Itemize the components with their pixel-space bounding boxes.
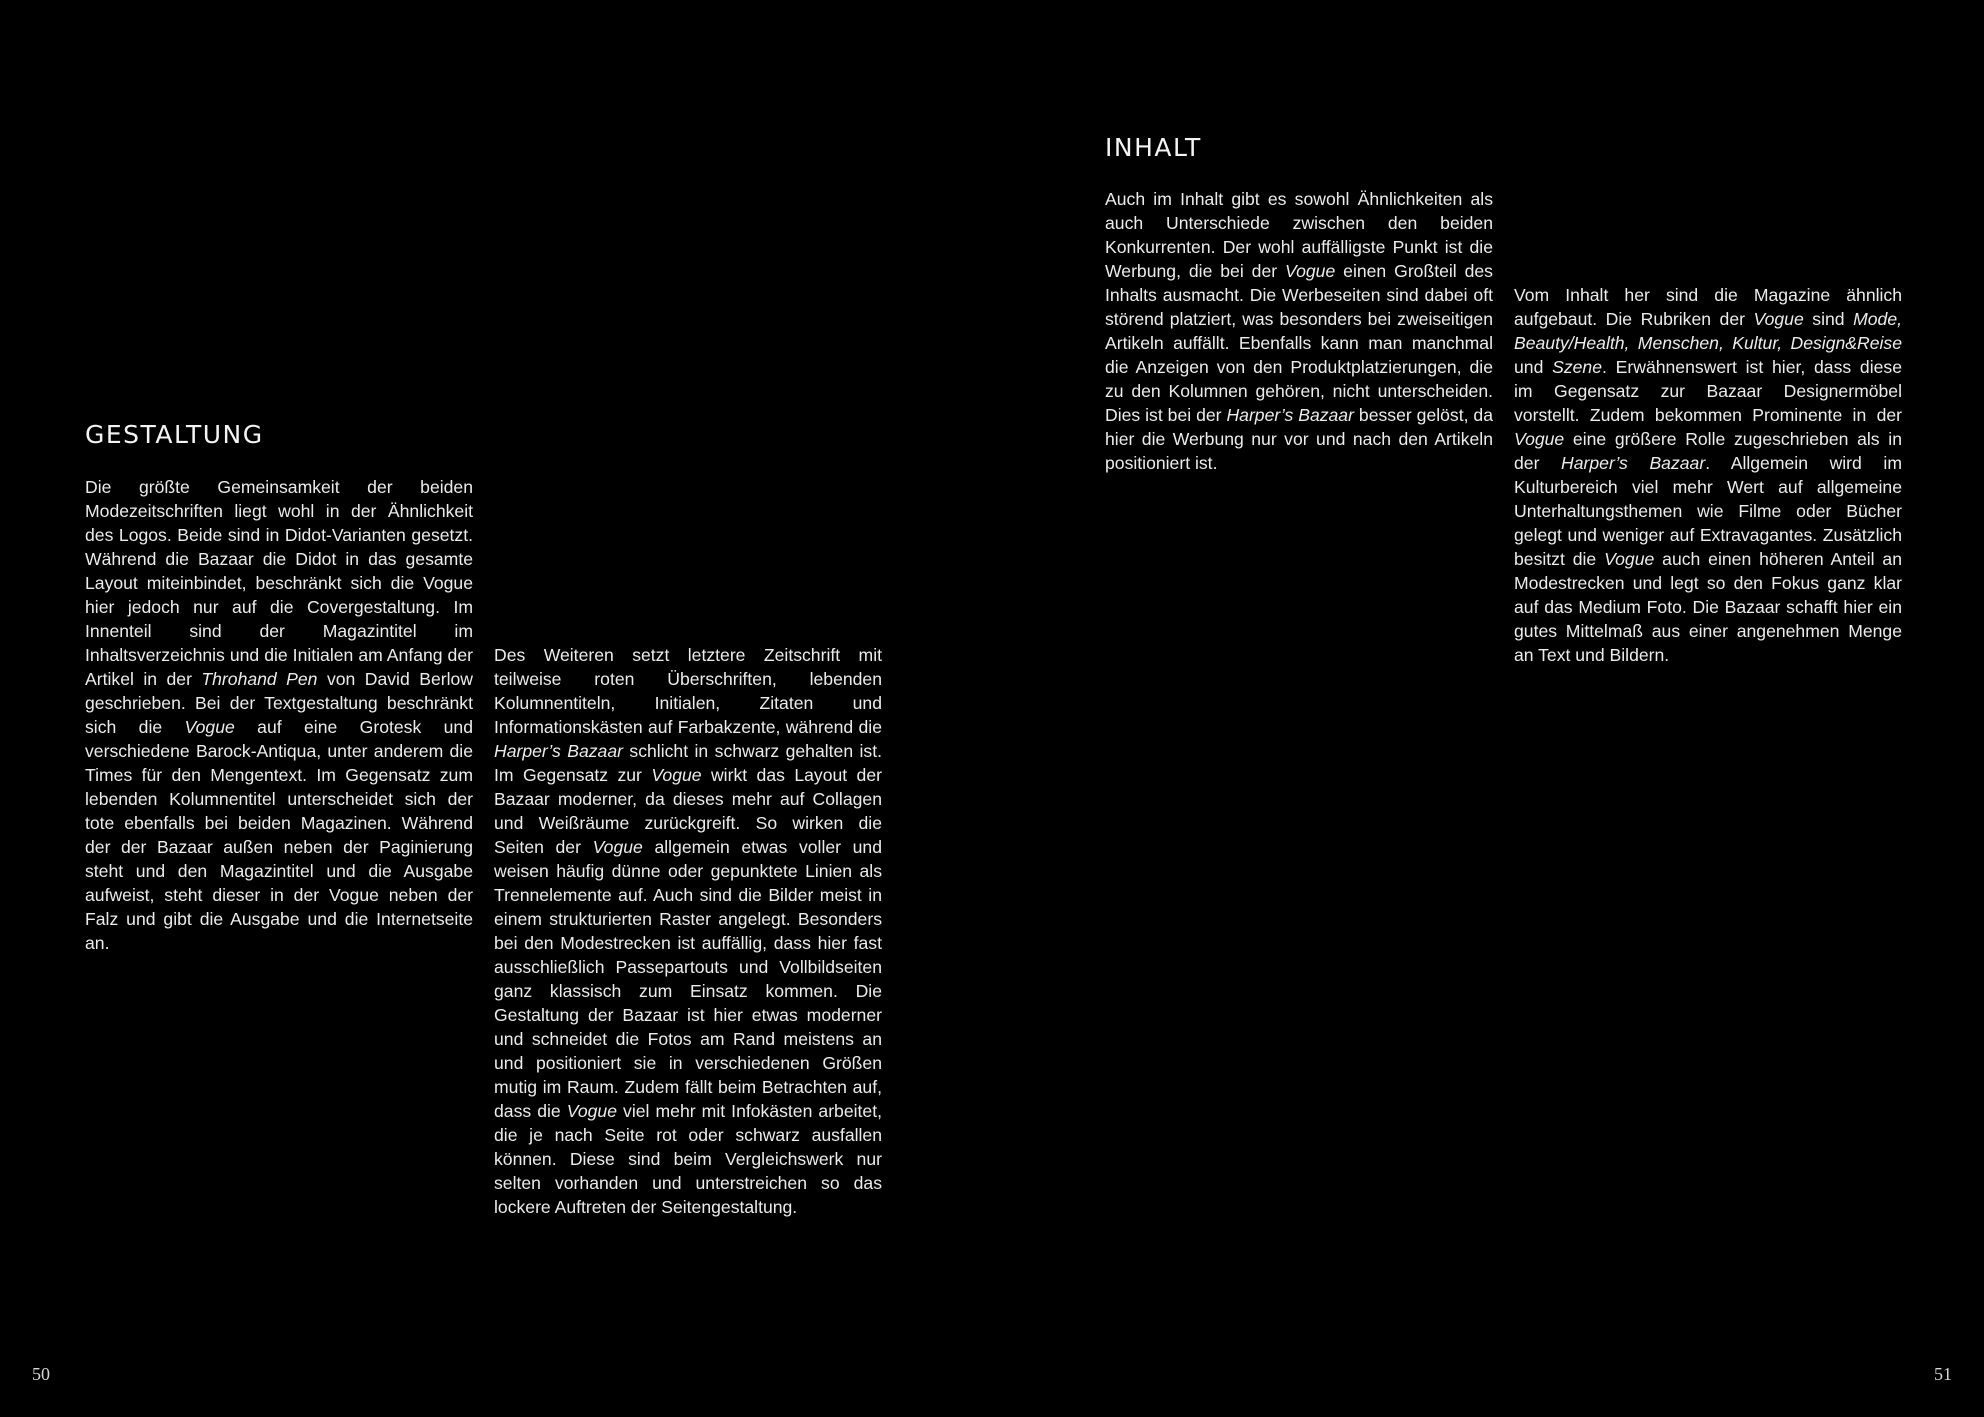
text-run: sind xyxy=(1803,309,1854,329)
text-run: allgemein etwas voller und weisen häufig dünne oder gepunktete Linien als Trennelemente auf. Auch sind die Bilder meist in einem strukturierten Raster angelegt. Besonders bei den Modestrecken ist auffällig, dass hier fast ausschließlich Passepartouts und Vollbildseiten ganz klassisch zum Einsatz kommen. Die Gestaltung der Bazaar ist hier etwas moderner und schneidet die Fotos am Rand meistens an und positioniert sie in verschiedenen Größen mutig im Raum. Zudem fällt beim Betrachten auf, dass die xyxy=(494,837,882,1121)
text-run: besser gelöst, da hier die Werbung nur vor und nach den Artikeln positioniert ist. xyxy=(1105,405,1493,473)
right-page xyxy=(992,0,1984,1417)
italic-text-run: Harper’s Bazaar xyxy=(1561,453,1706,473)
italic-text-run: Mode, Beauty/Health, Menschen, Kultur, Design&Reise xyxy=(1514,309,1902,353)
page-number-right: 51 xyxy=(1934,1364,1952,1384)
section-heading-inhalt: INHALT xyxy=(1105,133,1202,162)
body-column-inhalt-2 xyxy=(1514,283,1902,667)
italic-text-run: Vogue xyxy=(566,1101,617,1121)
text-run: schlicht in schwarz gehalten ist. Im Gegensatz zur xyxy=(494,741,883,785)
page-number-left: 50 xyxy=(32,1364,50,1384)
text-run: auch einen höheren Anteil an Modestrecken und legt so den Fokus ganz klar auf das Medium Foto. Die Bazaar schafft hier ein gutes Mittelmaß aus einer angenehmen Menge an Text und Bildern. xyxy=(1514,549,1902,665)
text-run: Des Weiteren setzt letztere Zeitschrift mit teilweise roten Überschriften, lebenden Kolumnentiteln, Initialen, Zitaten und Informationskästen auf Farbakzente, während die xyxy=(494,645,882,737)
italic-text-run: Szene xyxy=(1552,357,1602,377)
text-run: . Allgemein wird im Kulturbereich viel mehr Wert auf allgemeine Unterhaltungsthemen wie Filme oder Bücher gelegt und weniger auf Extravagantes. Zusätzlich besitzt die xyxy=(1514,453,1902,569)
text-run: Die größte Gemeinsamkeit der beiden Modezeitschriften liegt wohl in der Ähnlichkeit des Logos. Beide sind in Didot-Varianten gesetzt. Während die Bazaar die Didot in das gesamte Layout miteinbindet, beschränkt sich die Vogue hier jedoch nur auf die Covergestaltung. Im Innenteil sind der Magazintitel im Inhaltsverzeichnis und die Initialen am Anfang der Artikel in der xyxy=(85,477,473,689)
italic-text-run: Vogue xyxy=(1604,549,1655,569)
text-run: einen Großteil des Inhalts ausmacht. Die Werbeseiten sind dabei oft störend platziert, was besonders bei zweiseitigen Artikeln auffällt. Ebenfalls kann man manchmal die Anzeigen von den Produktplatzierungen, die zu den Kolumnen gehören, nicht unterscheiden. Dies ist bei der xyxy=(1105,261,1493,425)
italic-text-run: Vogue xyxy=(184,717,235,737)
text-run: viel mehr mit Infokästen arbeitet, die je nach Seite rot oder schwarz ausfallen können. Diese sind beim Vergleichswerk nur selten vorhanden und unterstreichen so das lockere Auftreten der Seitengestaltung. xyxy=(494,1101,882,1217)
body-column-inhalt-1 xyxy=(1105,187,1493,475)
text-run: Auch im Inhalt gibt es sowohl Ähnlichkeiten als auch Unterschiede zwischen den beiden Konkurrenten. Der wohl auffälligste Punkt ist die Werbung, die bei der xyxy=(1105,189,1493,281)
paragraph xyxy=(494,643,882,1219)
paragraph xyxy=(85,475,473,955)
paragraph xyxy=(1514,283,1902,667)
text-run: von David Berlow geschrieben. Bei der Textgestaltung beschränkt sich die xyxy=(85,669,473,737)
text-run: . Erwähnenswert ist hier, dass diese im Gegensatz zur Bazaar Designermöbel vorstellt. Zudem bekommen Prominente in der xyxy=(1514,357,1902,425)
paragraph xyxy=(1105,187,1493,475)
italic-text-run: Vogue xyxy=(1514,429,1565,449)
italic-text-run: Throhand Pen xyxy=(201,669,318,689)
text-run: und xyxy=(1514,357,1553,377)
section-heading-gestaltung: GESTALTUNG xyxy=(85,420,264,449)
italic-text-run: Vogue xyxy=(651,765,702,785)
text-run: eine größere Rolle zugeschrieben als in der xyxy=(1514,429,1902,473)
italic-text-run: Harper’s Bazaar xyxy=(1226,405,1354,425)
italic-text-run: Vogue xyxy=(1753,309,1804,329)
body-column-gestaltung-2 xyxy=(494,643,882,1219)
text-run: wirkt das Layout der Bazaar moderner, da dieses mehr auf Collagen und Weißräume zurückgreift. So wirken die Seiten der xyxy=(494,765,882,857)
text-run: auf eine Grotesk und verschiedene Barock-Antiqua, unter anderem die Times für den Mengentext. Im Gegensatz zum lebenden Kolumnentitel unterscheidet sich der tote ebenfalls bei beiden Magazinen. Während der der Bazaar außen neben der Paginierung steht und den Magazintitel und die Ausgabe aufweist, steht dieser in der Vogue neben der Falz und gibt die Ausgabe und die Internetseite an. xyxy=(85,717,473,953)
italic-text-run: Harper’s Bazaar xyxy=(494,741,623,761)
text-run: Vom Inhalt her sind die Magazine ähnlich aufgebaut. Die Rubriken der xyxy=(1514,285,1902,329)
body-column-gestaltung-1 xyxy=(85,475,473,955)
italic-text-run: Vogue xyxy=(1285,261,1336,281)
italic-text-run: Vogue xyxy=(592,837,643,857)
